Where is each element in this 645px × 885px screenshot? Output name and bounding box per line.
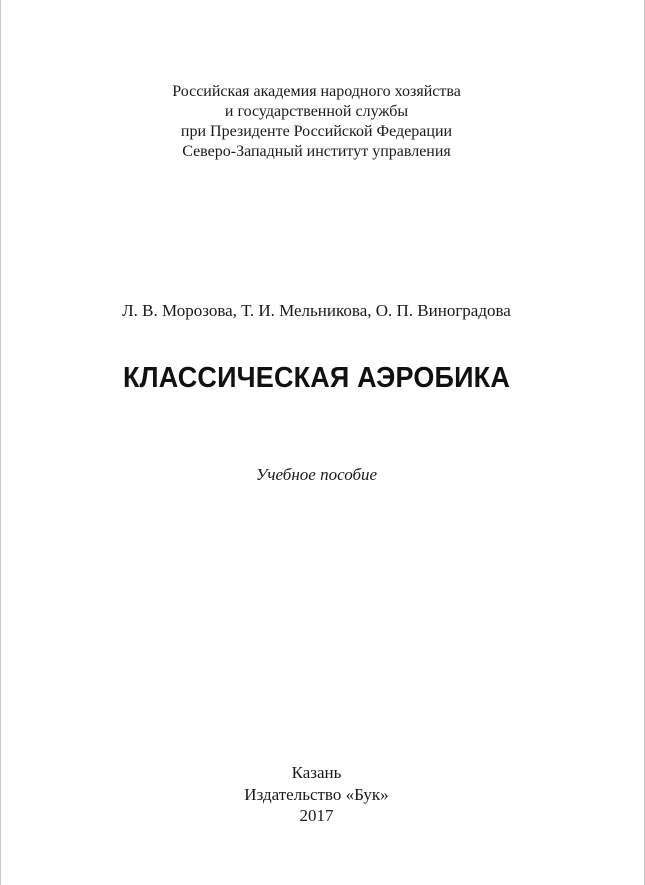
book-title: КЛАССИЧЕСКАЯ АЭРОБИКА xyxy=(123,362,510,394)
imprint xyxy=(0,762,644,827)
imprint-city: Казань xyxy=(291,763,342,782)
institution-line-3: при Президенте Российской Федерации xyxy=(180,123,453,140)
institution-line-2: и государственной службы xyxy=(224,103,409,120)
imprint-year: 2017 xyxy=(299,806,334,825)
imprint-publisher: Издательство «Бук» xyxy=(244,784,389,804)
institution-line-4: Северо-Западный институт управления xyxy=(182,143,451,160)
institution-header xyxy=(0,82,644,162)
book-subtitle: Учебное пособие xyxy=(255,465,378,484)
authors: Л. В. Морозова, Т. И. Мельникова, О. П. Виноградова xyxy=(122,301,511,320)
institution-line-1: Российская академия народного хозяйства xyxy=(172,83,461,100)
